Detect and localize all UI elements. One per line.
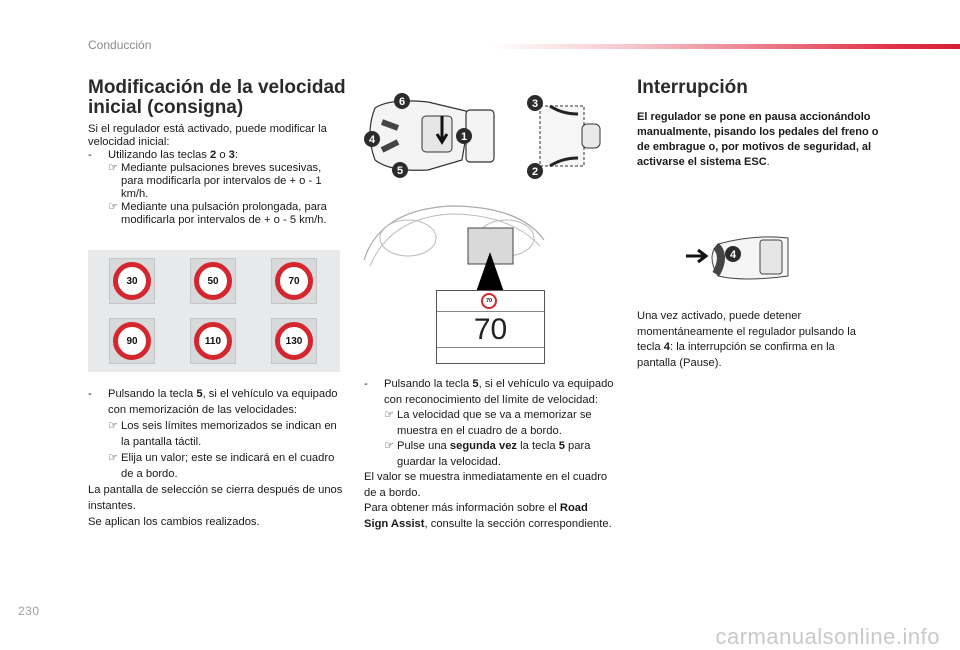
bullet-choose-value — [88, 450, 344, 482]
bullet-emphasis: segunda vez — [449, 440, 518, 452]
key-label: 4 — [663, 341, 670, 353]
page-number: 230 — [18, 604, 40, 618]
road-sign-assist-label: Road Sign Assist — [364, 502, 588, 530]
paragraph-text: Para obtener más información sobre el — [364, 502, 560, 514]
dash-text: Pulsando la tecla — [384, 378, 473, 390]
key-label: 5 — [196, 388, 203, 400]
paragraph-text: , consulte la sección correspondiente. — [424, 517, 612, 530]
display-speed-value: 70 — [473, 313, 508, 346]
closing-text: La pantalla de selección se cierra después de unos instantes. — [88, 484, 343, 512]
display-divider — [437, 347, 544, 348]
sign-box — [190, 258, 236, 304]
dash-item-recognition — [364, 377, 614, 408]
bullet-text: para guardar la velocidad. — [397, 440, 591, 468]
bullet-short-press — [88, 162, 342, 201]
dash-marker: - — [88, 149, 92, 161]
bullet-text: Elija un valor; este se indicará en el cuadro de a bordo. — [121, 452, 335, 480]
pause-period: . — [766, 156, 770, 168]
sign-box — [190, 318, 236, 364]
paragraph-text: : la interrupción se confirma en la pantalla (Pause). — [637, 341, 835, 369]
pause-activation-text — [637, 309, 877, 371]
dash-text: Pulsando la tecla — [108, 388, 197, 400]
dash-marker: - — [364, 378, 368, 390]
sign-box — [109, 258, 155, 304]
bullet-text: Mediante pulsaciones breves sucesivas, para modificarla por intervalos de + o - 1 km/h. — [121, 162, 322, 200]
pointing-hand-icon: ☞ — [108, 452, 119, 464]
stalk-side-illustration — [522, 88, 612, 183]
dash-text: , si el vehículo va equipado con memorización de las velocidades: — [108, 388, 338, 416]
bullet-text: Los seis límites memorizados se indican en la pantalla táctil. — [121, 420, 337, 448]
bullet-text: La velocidad que se va a memorizar se muestra en el cuadro de a bordo. — [397, 409, 592, 437]
bullet-text: Pulse una — [397, 440, 450, 452]
dash-text: : — [234, 149, 239, 161]
left-memorization-text — [88, 386, 344, 530]
watermark: carmanualsonline.info — [715, 624, 940, 649]
pause-description: El regulador se pone en pausa accionándolo manualmente, pisando los pedales del freno o de embrague o, por motivos de seguridad, al activarse el sistema ESC — [637, 111, 879, 168]
speed-limit-sign: 110 — [194, 322, 232, 360]
key-label: 3 — [228, 149, 235, 161]
stalk-switch — [760, 240, 782, 274]
callout-label: 4 — [368, 134, 376, 146]
pointing-hand-icon: ☞ — [108, 162, 119, 174]
instrument-cluster-illustration — [360, 200, 550, 295]
pointing-hand-icon: ☞ — [108, 420, 119, 432]
key-label: 5 — [472, 378, 479, 390]
bullet-six-limits — [88, 418, 344, 450]
key-label: 5 — [558, 440, 565, 452]
section-title: Conducción — [88, 38, 152, 52]
header-accent-bar — [490, 44, 960, 49]
paragraph-text: Una vez activado, puede detener momentáneamente el regulador pulsando la tecla — [637, 310, 856, 353]
dash-text: , si el vehículo va equipado con reconocimiento del límite de velocidad: — [384, 378, 614, 406]
pause-bold-text — [637, 110, 887, 170]
dash-item-keys — [88, 149, 342, 162]
cruise-stalk-illustration — [360, 88, 500, 183]
dash-text: o — [216, 149, 229, 161]
middle-recognition-text — [364, 377, 614, 532]
sign-box — [271, 318, 317, 364]
pointing-hand-icon: ☞ — [108, 201, 119, 213]
dash-item-memorization — [88, 386, 344, 418]
right-arrow-icon — [686, 250, 706, 262]
callout-label: 4 — [729, 249, 737, 261]
bullet-text: Mediante una pulsación prolongada, para modificarla por intervalos de + o - 5 km/h. — [121, 201, 327, 226]
intro-text: Si el regulador está activado, puede modificar la velocidad inicial: — [88, 123, 327, 148]
stalk-side-end — [582, 124, 600, 148]
paragraph-road-sign-assist — [364, 501, 614, 532]
display-divider — [437, 311, 544, 312]
speed-limit-sign: 70 — [275, 262, 313, 300]
left-instructions — [88, 123, 342, 227]
dash-marker: - — [88, 388, 92, 400]
callout-label: 5 — [396, 165, 404, 177]
bullet-long-press — [88, 201, 342, 227]
speed-limit-sign: 30 — [113, 262, 151, 300]
speed-limit-sign: 130 — [275, 322, 313, 360]
speed-limit-sign: 70 — [481, 293, 497, 309]
bullet-text: la tecla — [517, 440, 559, 452]
callout-label: 1 — [460, 131, 468, 143]
bullet-speed-shown — [364, 408, 614, 439]
pause-button-illustration — [684, 226, 794, 288]
key-label: 2 — [209, 149, 217, 161]
callout-label: 3 — [531, 98, 539, 110]
cluster-display-zoom — [436, 290, 545, 364]
closing-text: Se aplican los cambios realizados. — [88, 516, 260, 528]
callout-label: 6 — [398, 96, 406, 108]
sign-box — [109, 318, 155, 364]
stalk-body — [370, 101, 470, 170]
right-heading: Interrupción — [637, 77, 748, 98]
sign-box — [271, 258, 317, 304]
pointing-hand-icon: ☞ — [384, 409, 395, 421]
pointing-hand-icon: ☞ — [384, 440, 395, 452]
speed-limit-signs-panel — [88, 250, 340, 372]
speed-limit-sign: 90 — [113, 322, 151, 360]
paragraph-value-shown: El valor se muestra inmediatamente en el cuadro de a bordo. — [364, 471, 608, 499]
dash-text: Utilizando las teclas — [108, 149, 210, 161]
speed-limit-sign: 50 — [194, 262, 232, 300]
callout-label: 2 — [531, 166, 539, 178]
bullet-second-press — [364, 439, 614, 470]
left-heading: Modificación de la velocidad inicial (consigna) — [88, 77, 346, 118]
